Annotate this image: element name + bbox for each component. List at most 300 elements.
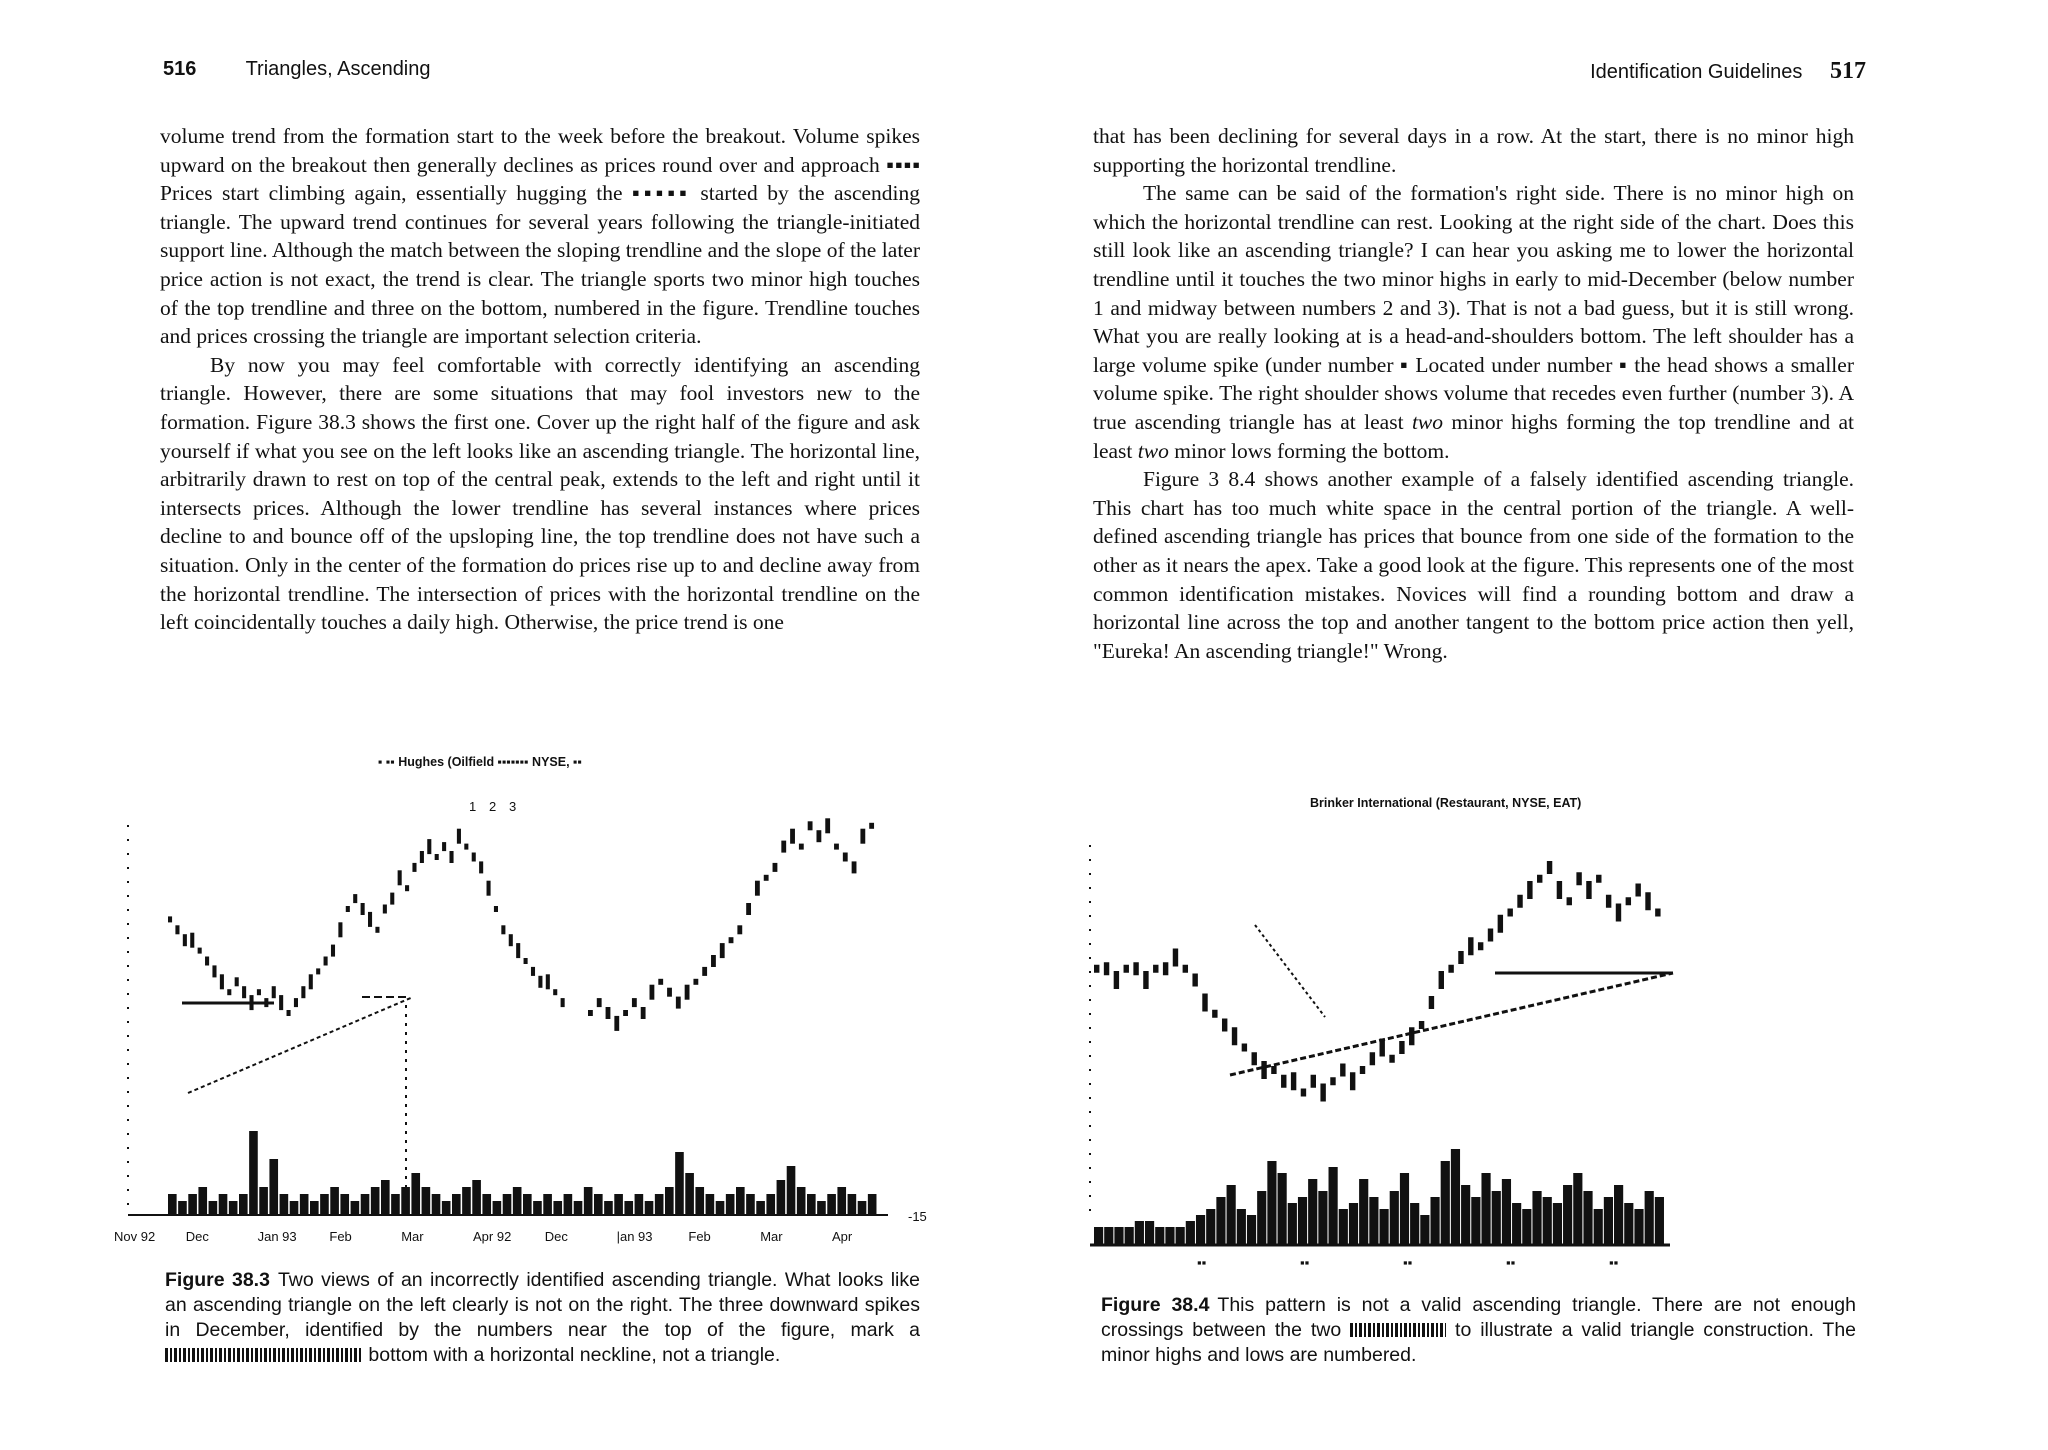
- c1-volume-bar-52: [695, 1187, 704, 1215]
- c2-ascending-trendline: [1230, 973, 1673, 1075]
- c1-volume-bar-27: [442, 1201, 451, 1215]
- figure-38-3-trendlines: [182, 997, 413, 1205]
- c2-volume-bar-33: [1430, 1197, 1439, 1245]
- right-paragraph-2: [1093, 179, 1854, 465]
- c2-volume-bar-1: [1104, 1227, 1113, 1245]
- c1-volume-bar-49: [665, 1187, 674, 1215]
- c1-annotation-1: 1: [469, 799, 477, 814]
- c1a-price-bar-4: [198, 948, 202, 954]
- c2-volume-bar-37: [1471, 1197, 1480, 1245]
- c1-volume-bar-31: [482, 1194, 491, 1215]
- c1-volume-bar-47: [645, 1201, 654, 1215]
- c1a-price-bar-12: [257, 989, 261, 995]
- c1b-price-bar-9: [667, 988, 672, 997]
- c2-volume-bar-18: [1278, 1173, 1287, 1245]
- c2-price-bar-33: [1419, 1021, 1424, 1029]
- c1-volume-bar-0: [168, 1194, 177, 1215]
- c1-volume-bar-46: [635, 1194, 644, 1215]
- c1-volume-bar-57: [746, 1194, 755, 1215]
- figure-38-3-label: Figure 38.3: [165, 1269, 270, 1291]
- c1b-price-bar-30: [852, 861, 857, 873]
- c2-volume-bar-50: [1604, 1197, 1613, 1245]
- c1b-price-bar-5: [632, 998, 637, 1007]
- c1a-price-bar-49: [531, 967, 535, 976]
- c1b-price-bar-4: [623, 1010, 628, 1016]
- figure-38-4-volume-series: [1094, 1149, 1664, 1245]
- c1-volume-bar-67: [848, 1194, 857, 1215]
- c1a-price-bar-37: [442, 842, 446, 851]
- c1b-price-bar-23: [790, 829, 795, 844]
- c2-volume-bar-8: [1176, 1227, 1185, 1245]
- c1b-price-bar-27: [825, 818, 830, 833]
- c1b-price-bar-16: [729, 937, 734, 943]
- c1-volume-bar-51: [685, 1173, 694, 1215]
- c1-volume-bar-58: [756, 1201, 765, 1215]
- c1-volume-bar-48: [655, 1194, 664, 1215]
- c1b-price-bar-7: [650, 985, 655, 1000]
- c2-price-bar-54: [1626, 897, 1631, 905]
- c1b-price-bar-25: [808, 821, 813, 830]
- figure-38-3-title: ▪ ▪▪ Hughes (Oilfield ▪▪▪▪▪▪▪ NYSE, ▪▪: [378, 755, 582, 769]
- c1-volume-bar-66: [837, 1187, 846, 1215]
- c1b-price-bar-1: [597, 998, 602, 1007]
- c1a-price-bar-32: [405, 885, 409, 891]
- emphasis-two-2: two: [1137, 438, 1169, 463]
- c1a-price-bar-47: [516, 943, 520, 958]
- figure-38-4-axis: [1090, 845, 1670, 1270]
- c1a-price-bar-53: [561, 998, 565, 1007]
- c1a-price-bar-35: [427, 839, 431, 854]
- c2-volume-bar-46: [1563, 1185, 1572, 1245]
- right-paragraph-2-text: The same can be said of the formation's right side. There is no minor high on which the horizontal trendline can rest. Looking at the right side of the chart. Does this still look like an ascending triangle? I can hear you asking me to lower the horizontal trendline until it touches the two minor highs in early to mid-December (below number 1 and midway between numbers 2 and 3). That is not a bad guess, but it is still wrong. What you are really looking at is a head-and-shoulders bottom. The left shoulder has a large volume spike (under number ▪ Located under number ▪ the head shows a smaller volume spike. The right shoulder shows volume that recedes even further (number 3). A true ascending triangle has at least: [1093, 181, 1854, 434]
- c1-x-tick-4: Mar: [401, 1229, 424, 1244]
- c2-volume-bar-27: [1369, 1197, 1378, 1245]
- c1a-price-bar-24: [346, 906, 350, 912]
- c2-volume-bar-38: [1481, 1173, 1490, 1245]
- c2-price-bar-4: [1133, 962, 1138, 975]
- c1b-price-bar-18: [746, 903, 751, 915]
- c2-price-bar-2: [1114, 971, 1119, 989]
- c1-volume-bar-56: [736, 1187, 745, 1215]
- c1b-price-bar-11: [685, 985, 690, 1000]
- c1a-price-bar-10: [242, 986, 246, 998]
- figure-38-4-title: Brinker International (Restaurant, NYSE, EAT): [1310, 796, 1582, 810]
- c2-volume-bar-39: [1492, 1191, 1501, 1245]
- c1-volume-bar-13: [300, 1194, 309, 1215]
- c1b-price-bar-6: [641, 1007, 646, 1019]
- left-paragraph-2: By now you may feel comfortable with correctly identifying an ascending triangle. However, there are some situations that may fool investors new to the formation. Figure 38.3 shows the first one. Cover up the right half of the figure and ask yourself if what you see on the left looks like an ascending triangle. The horizontal line, arbitrarily drawn to rest on top of the central peak, extends to the left and right until it intersects prices. Although the lower trendline has several instances where prices decline to and bounce off of the upsloping line, the top trendline does not have such a situation. Only in the center of the formation do prices rise up to and decline away from the horizontal trendline. The intersection of prices with the horizontal trendline on the left coincidentally touches a daily high. Otherwise, the price trend is one: [160, 352, 920, 635]
- c2-volume-bar-34: [1441, 1161, 1450, 1245]
- c1-volume-bar-33: [503, 1194, 512, 1215]
- c1-volume-bar-53: [706, 1194, 715, 1215]
- c2-volume-bar-49: [1594, 1209, 1603, 1245]
- figure-38-3-caption: [165, 1268, 920, 1368]
- c1a-price-bar-27: [368, 912, 372, 927]
- c1-volume-bar-16: [330, 1187, 339, 1215]
- c1-volume-bar-35: [523, 1194, 532, 1215]
- c1a-price-bar-36: [435, 854, 439, 860]
- c2-pointer-line: [1255, 925, 1325, 1017]
- c2-price-bar-17: [1261, 1061, 1266, 1079]
- c2-volume-bar-19: [1288, 1203, 1297, 1245]
- c1-volume-bar-30: [472, 1180, 481, 1215]
- c2-price-bar-51: [1596, 875, 1601, 883]
- c2-volume-bar-13: [1227, 1185, 1236, 1245]
- c1-volume-bar-39: [564, 1194, 573, 1215]
- c2-x-tick-4: ▪▪: [1609, 1255, 1619, 1270]
- scan-artifact: [165, 1348, 363, 1362]
- c1a-price-bar-44: [494, 906, 498, 912]
- c2-volume-bar-54: [1645, 1191, 1654, 1245]
- emphasis-two: two: [1411, 409, 1444, 434]
- c1-volume-bar-68: [858, 1201, 867, 1215]
- c1b-price-bar-21: [773, 863, 778, 872]
- right-paragraph-2-mid: minor highs forming the top trendline and at least: [1093, 409, 1855, 463]
- c2-price-bar-49: [1576, 872, 1581, 885]
- c1-volume-bar-2: [188, 1194, 197, 1215]
- c1b-price-bar-32: [869, 823, 874, 829]
- c2-price-bar-47: [1557, 881, 1562, 899]
- c1a-price-bar-23: [338, 922, 342, 937]
- c2-volume-bar-55: [1655, 1197, 1664, 1245]
- c1-x-tick-3: Feb: [329, 1229, 352, 1244]
- c1-volume-bar-43: [604, 1201, 613, 1215]
- c2-price-bar-35: [1439, 971, 1444, 989]
- c1a-price-bar-14: [272, 986, 276, 998]
- c1-volume-bar-12: [290, 1201, 299, 1215]
- c2-price-bar-21: [1301, 1089, 1306, 1097]
- c1a-price-bar-42: [479, 861, 483, 873]
- c2-volume-bar-52: [1624, 1203, 1633, 1245]
- left-body-text: [160, 122, 920, 637]
- c2-price-bar-0: [1094, 965, 1099, 973]
- c1-volume-bar-44: [614, 1194, 623, 1215]
- right-paragraph-1: that has been declining for several days in a row. At the start, there is no minor high supporting the horizontal trendline.: [1093, 124, 1854, 177]
- figure-38-3-caption-a: Two views of an incorrectly identified ascending triangle. What looks like an ascending triangle on the left clearly is not on the right. The three downward spikes in December, identified by the numbers near the top of the figure, mark a: [165, 1269, 920, 1341]
- c2-volume-bar-6: [1155, 1227, 1164, 1245]
- figure-38-3-volume-series: [168, 1131, 876, 1215]
- figure-38-4-caption-b: to illustrate a valid triangle construction. The minor highs and lows are numbered.: [1101, 1319, 1857, 1366]
- c1-volume-bar-19: [361, 1194, 370, 1215]
- c1-volume-bar-24: [411, 1173, 420, 1215]
- c1-volume-bar-26: [432, 1194, 441, 1215]
- c2-price-bar-55: [1635, 884, 1640, 897]
- c1a-price-bar-25: [353, 894, 357, 903]
- right-running-title: Identification Guidelines: [1590, 61, 1803, 83]
- c1b-price-bar-19: [755, 881, 760, 896]
- c1-volume-bar-62: [797, 1187, 806, 1215]
- c2-price-bar-43: [1517, 895, 1522, 908]
- c2-price-bar-40: [1488, 929, 1493, 942]
- c2-price-bar-16: [1252, 1052, 1257, 1065]
- c1-volume-bar-63: [807, 1194, 816, 1215]
- c2-volume-bar-53: [1634, 1209, 1643, 1245]
- c1a-price-bar-40: [464, 844, 468, 850]
- c2-price-bar-56: [1645, 892, 1650, 910]
- c1a-price-bar-30: [390, 893, 394, 905]
- c2-price-bar-25: [1340, 1064, 1345, 1077]
- c2-price-bar-30: [1389, 1055, 1394, 1063]
- c1-volume-bar-3: [198, 1187, 207, 1215]
- c2-price-bar-48: [1567, 897, 1572, 905]
- c1-volume-bar-69: [868, 1194, 877, 1215]
- figure-38-3-annotations: [469, 799, 516, 814]
- c1a-price-bar-33: [412, 863, 416, 872]
- c2-volume-bar-7: [1165, 1227, 1174, 1245]
- c1b-price-bar-20: [764, 875, 769, 881]
- c1a-price-bar-41: [472, 853, 476, 862]
- c2-volume-bar-12: [1216, 1197, 1225, 1245]
- c1b-price-bar-28: [834, 844, 839, 850]
- c1a-price-bar-20: [316, 968, 320, 974]
- c2-volume-bar-47: [1573, 1173, 1582, 1245]
- c1-volume-bar-4: [209, 1201, 218, 1215]
- c2-volume-bar-44: [1543, 1197, 1552, 1245]
- c2-price-bar-53: [1616, 904, 1621, 922]
- c2-volume-bar-4: [1135, 1221, 1144, 1245]
- c1-volume-bar-42: [594, 1194, 603, 1215]
- c2-volume-bar-23: [1329, 1167, 1338, 1245]
- c1a-price-bar-22: [331, 945, 335, 957]
- c1a-price-bar-38: [449, 851, 453, 863]
- c2-price-bar-37: [1458, 951, 1463, 964]
- c1a-price-bar-8: [227, 989, 231, 995]
- c2-volume-bar-26: [1359, 1179, 1368, 1245]
- c2-volume-bar-29: [1390, 1191, 1399, 1245]
- c2-price-bar-44: [1527, 881, 1532, 899]
- c1-volume-bar-54: [716, 1201, 725, 1215]
- c2-volume-bar-11: [1206, 1209, 1215, 1245]
- c1a-price-bar-48: [524, 958, 528, 964]
- c1b-price-bar-15: [720, 943, 725, 958]
- c1-volume-bar-11: [280, 1194, 289, 1215]
- c1-volume-bar-8: [249, 1131, 258, 1215]
- c2-price-bar-42: [1507, 909, 1512, 917]
- c1-volume-bar-55: [726, 1194, 735, 1215]
- c1a-price-bar-29: [383, 905, 387, 914]
- c1-volume-bar-50: [675, 1152, 684, 1215]
- c2-x-tick-1: ▪▪: [1300, 1255, 1310, 1270]
- c1-x-tick-7: |an 93: [616, 1229, 653, 1244]
- c2-volume-bar-10: [1196, 1215, 1205, 1245]
- c1-volume-bar-65: [827, 1194, 836, 1215]
- c1a-price-bar-18: [301, 986, 305, 998]
- c1-x-tick-2: Jan 93: [257, 1229, 297, 1244]
- c1-volume-bar-38: [553, 1201, 562, 1215]
- left-running-head: [163, 58, 431, 81]
- c1-volume-bar-15: [320, 1194, 329, 1215]
- c2-x-tick-3: ▪▪: [1506, 1255, 1516, 1270]
- c2-price-bar-32: [1409, 1027, 1414, 1045]
- c1-volume-bar-61: [787, 1166, 796, 1215]
- c1-volume-bar-64: [817, 1201, 826, 1215]
- c1-volume-bar-22: [391, 1194, 400, 1215]
- c2-volume-bar-25: [1349, 1203, 1358, 1245]
- figure-38-3-right-label: -15: [908, 1209, 927, 1224]
- c2-price-bar-26: [1350, 1072, 1355, 1090]
- c2-price-bar-11: [1202, 994, 1207, 1012]
- figure-38-4-caption: [1101, 1293, 1856, 1368]
- c1-x-tick-0: Nov 92: [114, 1229, 156, 1244]
- c1-x-tick-8: Feb: [688, 1229, 711, 1244]
- c1-volume-bar-7: [239, 1194, 248, 1215]
- c1b-price-bar-3: [614, 1016, 619, 1031]
- c1-volume-bar-21: [381, 1180, 390, 1215]
- c2-price-bar-39: [1478, 942, 1483, 950]
- right-page-number: 517: [1830, 58, 1866, 84]
- c1a-price-bar-15: [279, 995, 283, 1010]
- c1a-price-bar-0: [168, 916, 172, 922]
- c2-volume-bar-31: [1410, 1203, 1419, 1245]
- c1-x-tick-5: Apr 92: [473, 1229, 512, 1244]
- figure-38-4-caption-a: This pattern is not a valid ascending triangle. There are not enough crossings between the two: [1101, 1294, 1856, 1341]
- c2-volume-bar-14: [1237, 1209, 1246, 1245]
- c1-volume-bar-60: [777, 1180, 786, 1215]
- c1b-price-bar-26: [816, 830, 821, 842]
- c2-price-bar-36: [1448, 965, 1453, 973]
- scan-artifact-2: [1350, 1323, 1446, 1337]
- c2-price-bar-22: [1311, 1075, 1316, 1088]
- c1-volume-bar-20: [371, 1187, 380, 1215]
- c1-volume-bar-45: [624, 1201, 633, 1215]
- c1-volume-bar-23: [401, 1187, 410, 1215]
- c1a-price-bar-28: [375, 927, 379, 933]
- c2-price-bar-20: [1291, 1072, 1296, 1090]
- c1b-price-bar-14: [711, 955, 716, 967]
- c2-volume-bar-9: [1186, 1221, 1195, 1245]
- c1a-price-bar-50: [538, 976, 542, 988]
- figure-38-4-label: Figure 38.4: [1101, 1294, 1210, 1316]
- c1-volume-bar-37: [543, 1194, 552, 1215]
- c1-volume-bar-40: [574, 1201, 583, 1215]
- c1a-price-bar-31: [398, 870, 402, 885]
- c2-volume-bar-48: [1583, 1191, 1592, 1245]
- c1b-price-bar-12: [693, 979, 698, 985]
- c1a-price-bar-45: [501, 925, 505, 934]
- c1-annotation-2: 2: [489, 799, 497, 814]
- c2-price-bar-1: [1104, 962, 1109, 975]
- c2-price-bar-46: [1547, 861, 1552, 874]
- left-page-number: 516: [163, 58, 197, 80]
- c2-price-bar-5: [1143, 971, 1148, 989]
- c2-volume-bar-42: [1522, 1209, 1531, 1245]
- c1a-price-bar-9: [235, 977, 239, 986]
- c1a-price-bar-51: [546, 974, 550, 989]
- c1a-price-bar-21: [324, 957, 328, 966]
- c2-x-tick-0: ▪▪: [1197, 1255, 1207, 1270]
- right-running-head: [1590, 58, 1866, 85]
- left-running-title: Triangles, Ascending: [245, 58, 431, 80]
- c2-volume-bar-20: [1298, 1197, 1307, 1245]
- c1-volume-bar-14: [310, 1201, 319, 1215]
- c2-price-bar-31: [1399, 1041, 1404, 1054]
- c1-volume-bar-29: [462, 1187, 471, 1215]
- figure-38-3-axis: [114, 825, 888, 1244]
- c2-price-bar-10: [1192, 974, 1197, 987]
- c1b-price-bar-29: [843, 853, 848, 862]
- c2-volume-bar-30: [1400, 1173, 1409, 1245]
- c1a-price-bar-2: [183, 934, 187, 946]
- c1b-price-bar-0: [588, 1010, 593, 1016]
- c2-volume-bar-22: [1318, 1191, 1327, 1245]
- c2-volume-bar-45: [1553, 1203, 1562, 1245]
- c1b-price-bar-13: [702, 967, 707, 976]
- c1-x-tick-6: Dec: [544, 1229, 568, 1244]
- c2-volume-bar-2: [1114, 1227, 1123, 1245]
- c2-volume-bar-35: [1451, 1149, 1460, 1245]
- c1a-price-bar-16: [287, 1010, 291, 1016]
- c1a-price-bar-39: [457, 829, 461, 844]
- c1a-price-bar-7: [220, 974, 224, 989]
- c2-price-bar-6: [1153, 965, 1158, 973]
- left-paragraph-1: volume trend from the formation start to the week before the breakout. Volume spikes upward on the breakout then generally declines as prices round over and approach ▪▪▪▪ Prices start climbing again, essentially hugging the ▪▪▪▪▪ started by the ascending triangle. The upward trend continues for several years following the triangle-initiated support line. Although the match between the sloping trendline and the slope of the later price action is not exact, the trend is clear. The triangle sports two minor high touches of the top trendline and three on the bottom, numbered in the figure. Trendline touches and prices crossing the triangle are important selection criteria.: [160, 124, 920, 349]
- c2-volume-bar-15: [1247, 1215, 1256, 1245]
- c2-volume-bar-32: [1420, 1215, 1429, 1245]
- figure-38-3-price-series: [168, 818, 874, 1031]
- c1-volume-bar-18: [351, 1201, 360, 1215]
- c1a-price-bar-52: [553, 989, 557, 995]
- c1-volume-bar-32: [493, 1201, 502, 1215]
- c1a-price-bar-6: [212, 965, 216, 977]
- c1-volume-bar-28: [452, 1194, 461, 1215]
- c2-price-bar-52: [1606, 895, 1611, 908]
- c2-price-bar-8: [1173, 949, 1178, 967]
- figure-38-3-chart: [114, 745, 948, 1255]
- c1b-price-bar-24: [799, 844, 804, 850]
- c2-price-bar-18: [1271, 1066, 1276, 1074]
- c2-volume-bar-3: [1125, 1227, 1134, 1245]
- c2-price-bar-38: [1468, 937, 1473, 955]
- c1-volume-bar-5: [219, 1194, 228, 1215]
- c1-annotation-3: 3: [509, 799, 517, 814]
- right-paragraph-3: Figure 3 8.4 shows another example of a falsely identified ascending triangle. This chart has too much white space in the central portion of the triangle. A well-defined ascending triangle has prices that bounce from one side of the formation to the other as it nears the apex. Take a good look at the figure. This represents one of the most common identification mistakes. Novices will find a rounding bottom and draw a horizontal line across the top and another tangent to the bottom price action then yell, "Eureka! An ascending triangle!" Wrong.: [1093, 467, 1854, 663]
- c1b-price-bar-10: [676, 997, 681, 1009]
- c2-volume-bar-21: [1308, 1179, 1317, 1245]
- c1a-price-bar-1: [175, 925, 179, 934]
- c2-price-bar-24: [1330, 1077, 1335, 1085]
- c1a-price-bar-3: [190, 933, 194, 948]
- figure-38-4-chart: [1080, 785, 1880, 1275]
- c1-volume-bar-10: [269, 1159, 278, 1215]
- c2-volume-bar-0: [1094, 1227, 1103, 1245]
- c2-price-bar-28: [1370, 1052, 1375, 1065]
- c2-price-bar-7: [1163, 962, 1168, 975]
- c2-volume-bar-43: [1532, 1191, 1541, 1245]
- c1-ascending-trendline: [188, 997, 413, 1093]
- c1b-price-bar-2: [606, 1007, 611, 1019]
- c1b-price-bar-31: [860, 829, 865, 844]
- c1-x-tick-9: Mar: [760, 1229, 783, 1244]
- c1-volume-bar-34: [513, 1187, 522, 1215]
- c1-x-tick-10: Apr: [832, 1229, 853, 1244]
- c1-volume-bar-36: [533, 1201, 542, 1215]
- c2-price-bar-50: [1586, 881, 1591, 899]
- c2-price-bar-41: [1498, 915, 1503, 933]
- c2-price-bar-34: [1429, 996, 1434, 1009]
- c1a-price-bar-26: [361, 903, 365, 915]
- c2-price-bar-23: [1320, 1084, 1325, 1102]
- figure-38-4-trendlines: [1230, 925, 1673, 1075]
- c2-volume-bar-36: [1461, 1185, 1470, 1245]
- c2-price-bar-13: [1222, 1019, 1227, 1032]
- c2-volume-bar-17: [1267, 1161, 1276, 1245]
- c1a-price-bar-17: [294, 998, 298, 1007]
- c1-volume-bar-25: [422, 1187, 431, 1215]
- right-paragraph-2-end: minor lows forming the bottom.: [1174, 438, 1450, 463]
- c1a-price-bar-34: [420, 851, 424, 863]
- figure-38-3-caption-b: bottom with a horizontal neckline, not a triangle.: [368, 1344, 781, 1366]
- c1b-price-bar-22: [781, 841, 786, 853]
